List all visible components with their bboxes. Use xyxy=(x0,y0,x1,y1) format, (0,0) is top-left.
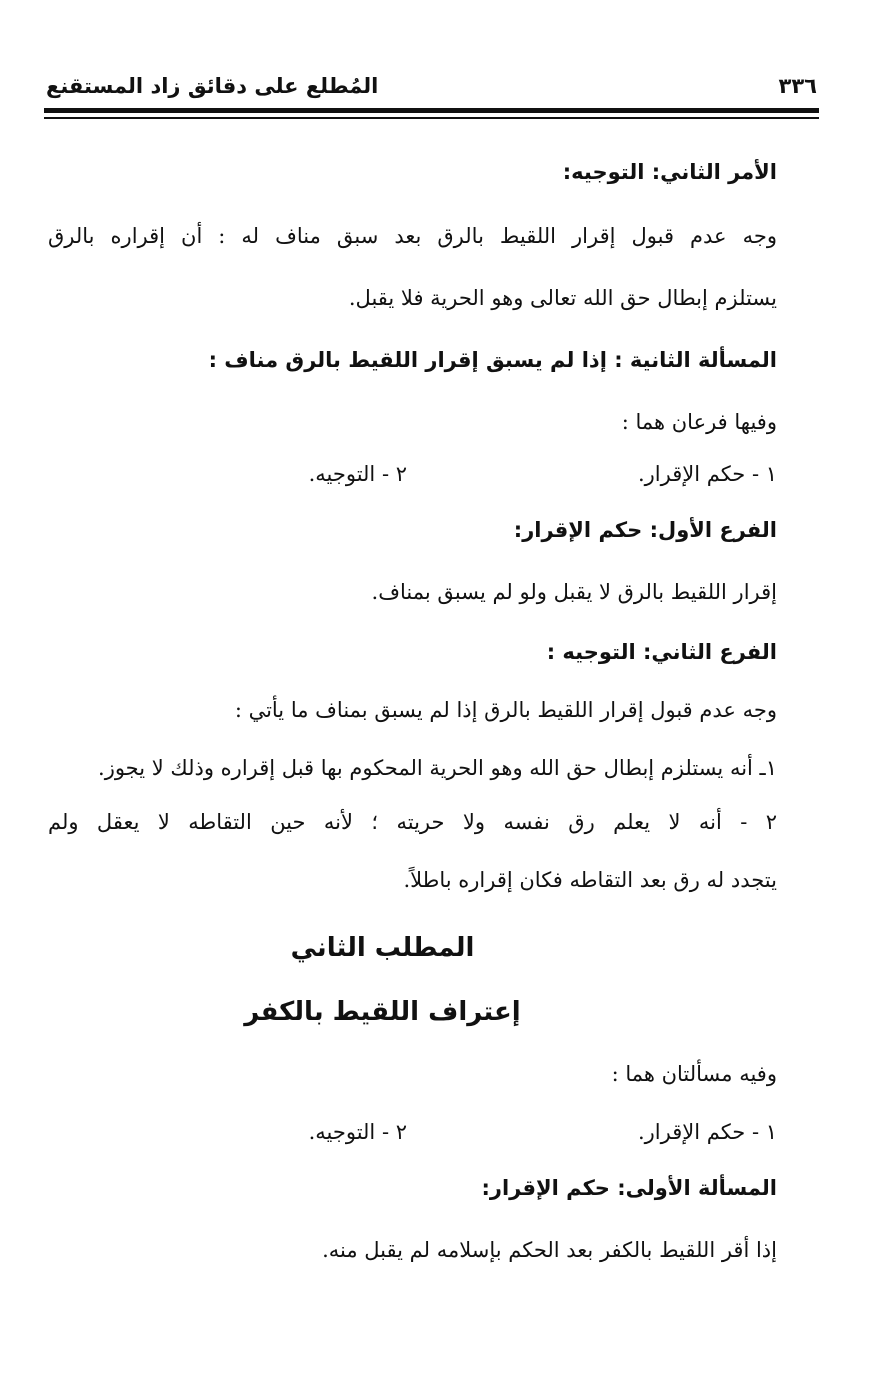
paragraph-line: يستلزم إبطال حق الله تعالى وهو الحرية فلا يقبل. xyxy=(348,286,777,310)
paragraph-line: وفيه مسألتان هما : xyxy=(611,1062,777,1086)
paragraph-line: وجه عدم قبول إقرار اللقيط بالرق بعد سبق مناف له : أن إقراره بالرق xyxy=(48,224,777,248)
list-item: ١ - حكم الإقرار. xyxy=(637,1120,777,1144)
paragraph-line: وفيها فرعان هما : xyxy=(621,410,777,434)
issue-heading: المسألة الأولى: حكم الإقرار: xyxy=(481,1176,777,1200)
subsection-heading: الفرع الأول: حكم الإقرار: xyxy=(513,518,777,542)
paragraph-line: وجه عدم قبول إقرار اللقيط بالرق إذا لم يسبق بمناف ما يأتي : xyxy=(234,698,777,722)
paragraph-line: ٢ - أنه لا يعلم رق نفسه ولا حريته ؛ لأنه حين التقاطه لا يعقل ولم xyxy=(48,810,777,834)
page-number: ٣٣٦ xyxy=(778,74,817,98)
paragraph-line: يتجدد له رق بعد التقاطه فكان إقراره باطلاً. xyxy=(403,868,777,892)
section-heading: الأمر الثاني: التوجيه: xyxy=(562,160,777,184)
subsection-heading: الفرع الثاني: التوجيه : xyxy=(546,640,777,664)
header-rule-thin xyxy=(44,117,819,119)
running-header xyxy=(46,72,817,112)
header-rule-thick xyxy=(44,108,819,113)
book-title: المُطلع على دقائق زاد المستقنع xyxy=(46,74,379,98)
paragraph-line: إقرار اللقيط بالرق لا يقبل ولو لم يسبق بمناف. xyxy=(371,580,777,604)
list-item: ٢ - التوجيه. xyxy=(308,1120,407,1144)
paragraph-line: ١ـ أنه يستلزم إبطال حق الله وهو الحرية المحكوم بها قبل إقراره وذلك لا يجوز. xyxy=(98,756,777,780)
chapter-subheading: إعتراف اللقيط بالكفر xyxy=(244,997,521,1027)
chapter-heading: المطلب الثاني xyxy=(290,933,475,963)
list-item: ١ - حكم الإقرار. xyxy=(637,462,777,486)
issue-heading: المسألة الثانية : إذا لم يسبق إقرار اللقيط بالرق مناف : xyxy=(208,348,777,372)
list-item: ٢ - التوجيه. xyxy=(308,462,407,486)
paragraph-line: إذا أقر اللقيط بالكفر بعد الحكم بإسلامه لم يقبل منه. xyxy=(322,1238,777,1262)
